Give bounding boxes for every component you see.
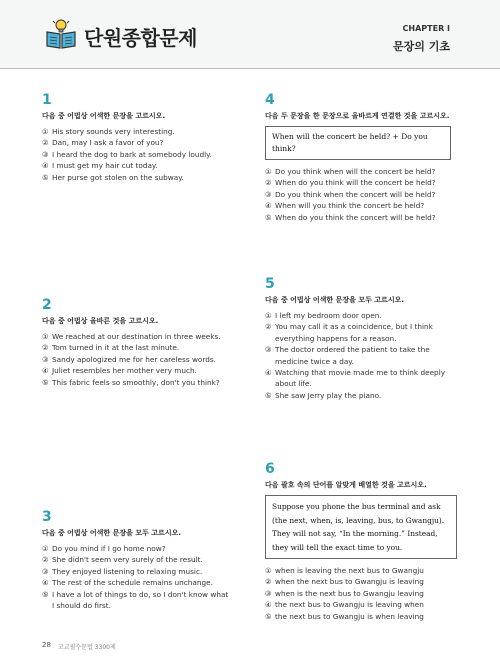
option-text: I must get my hair cut today.	[52, 161, 158, 171]
option-item[interactable]	[42, 566, 232, 577]
option-text: when the next bus to Gwangju is leaving	[275, 577, 424, 587]
question-1	[42, 92, 232, 183]
option-mark: ③	[42, 354, 49, 364]
question-instruction: 다음 중 어법상 어색한 문장을 고르시오.	[42, 112, 166, 120]
option-mark: ②	[265, 322, 272, 332]
option-text: Do you mind if I go home now?	[52, 544, 166, 553]
option-item[interactable]	[42, 331, 232, 342]
book-lightbulb-icon	[44, 18, 78, 50]
option-mark: ⑤	[265, 212, 272, 222]
question-instruction: 다음 중 어법상 어색한 문장을 모두 고르시오.	[265, 296, 404, 304]
option-text: His story sounds very interesting.	[52, 127, 175, 136]
option-text: I have a lot of things to do, so I don't know what I should do first.	[52, 589, 229, 611]
option-text: Her purse got stolen on the subway.	[52, 172, 184, 182]
option-item[interactable]	[265, 310, 455, 321]
option-item[interactable]	[265, 611, 455, 622]
option-item[interactable]	[265, 166, 455, 177]
question-5	[265, 276, 455, 401]
option-mark: ②	[42, 138, 49, 148]
option-text: Dan, may I ask a favor of you?	[52, 138, 164, 148]
option-item[interactable]	[42, 377, 232, 388]
option-mark: ④	[265, 368, 272, 378]
option-text: We reached at our destination in three weeks.	[52, 332, 221, 341]
option-text: She saw Jerry play the piano.	[275, 390, 382, 400]
question-number: 5	[265, 276, 275, 292]
option-text: This fabric feels so smoothly, don't you think?	[52, 377, 220, 387]
question-number: 2	[42, 297, 52, 313]
book-title: 고교필수문법 3300제	[58, 644, 116, 651]
question-number: 6	[265, 461, 275, 477]
option-item[interactable]	[42, 577, 232, 588]
option-list	[42, 331, 232, 388]
option-item[interactable]	[42, 365, 232, 376]
option-text: When do you think will the concert be held?	[275, 178, 436, 188]
option-text: Juliet resembles her mother very much.	[52, 366, 197, 376]
option-mark: ⑤	[265, 611, 272, 621]
option-text: She didn't seem very surely of the result.	[52, 555, 203, 565]
option-text: When do you think the concert will be held?	[275, 212, 436, 222]
option-mark: ①	[265, 566, 272, 575]
option-text: Watching that movie made me to think deeply about life.	[275, 368, 446, 389]
option-item[interactable]	[42, 137, 232, 148]
question-instruction: 다음 두 문장을 한 문장으로 올바르게 연결한 것을 고르시오.	[265, 112, 450, 120]
option-item[interactable]	[42, 149, 232, 160]
option-mark: ③	[42, 566, 49, 576]
option-text: when is leaving the next bus to Gwangju	[275, 566, 424, 575]
option-item[interactable]	[265, 321, 455, 344]
option-mark: ②	[42, 555, 49, 565]
option-text: Tom turned in it at the last minute.	[52, 343, 180, 353]
option-mark: ②	[265, 577, 272, 587]
option-item[interactable]	[265, 367, 455, 390]
option-item[interactable]	[265, 212, 455, 223]
page-title: 단원종합문제	[84, 26, 197, 50]
question-instruction: 다음 중 어법상 올바른 것을 고르시오.	[42, 317, 159, 325]
option-mark: ⑤	[42, 172, 49, 182]
option-text: You may call it as a coincidence, but I think everything happens for a reason.	[275, 322, 433, 343]
option-mark: ①	[42, 544, 49, 553]
option-mark: ①	[265, 167, 272, 176]
option-mark: ⑤	[42, 589, 49, 599]
option-text: I left my bedroom door open.	[275, 311, 382, 320]
option-item[interactable]	[265, 177, 455, 188]
question-instruction: 다음 중 어법상 어색한 문장을 모두 고르시오.	[42, 529, 181, 537]
option-mark: ③	[265, 345, 272, 355]
question-2	[42, 297, 232, 388]
option-item[interactable]	[42, 554, 232, 565]
question-4	[265, 92, 455, 223]
option-mark: ④	[265, 201, 272, 211]
option-list	[42, 126, 232, 183]
passage-box: Suppose you phone the bus terminal and ask (the next, when, is, leaving, bus, to Gwangju). They will not say, “In the morning.” Instead, they will tell the exact time to you.	[265, 495, 457, 559]
chapter-label: CHAPTER I	[402, 24, 450, 33]
question-instruction: 다음 괄호 속의 단어를 알맞게 배열한 것을 고르시오.	[265, 481, 427, 489]
option-text: Do you think when the concert will be held?	[275, 189, 436, 199]
option-text: Do you think when will the concert be held?	[275, 167, 436, 176]
option-mark: ④	[42, 578, 49, 588]
option-text: The rest of the schedule remains unchange.	[52, 578, 213, 588]
option-mark: ①	[42, 127, 49, 136]
option-mark: ④	[42, 366, 49, 376]
option-mark: ⑤	[42, 377, 49, 387]
given-sentence-box: When will the concert be held? + Do you think?	[265, 126, 451, 160]
question-number: 4	[265, 92, 275, 108]
option-mark: ③	[42, 149, 49, 159]
option-item[interactable]	[42, 342, 232, 353]
option-mark: ④	[265, 600, 272, 610]
option-text: They enjoyed listening to relaxing music.	[52, 566, 203, 576]
option-mark: ③	[265, 588, 272, 598]
option-item[interactable]	[42, 126, 232, 137]
option-text: when is the next bus to Gwangju leaving	[275, 588, 424, 598]
header-divider	[0, 68, 500, 69]
option-item[interactable]	[265, 344, 455, 367]
question-3	[42, 509, 232, 611]
option-item[interactable]	[265, 189, 455, 200]
option-mark: ⑤	[265, 390, 272, 400]
option-text: The doctor ordered the patient to take the medicine twice a day.	[275, 345, 430, 366]
option-mark: ③	[265, 189, 272, 199]
option-item[interactable]	[42, 589, 232, 612]
option-list	[265, 166, 455, 223]
page-number: 28	[42, 641, 51, 649]
question-number: 1	[42, 92, 52, 108]
option-mark: ②	[42, 343, 49, 353]
option-mark: ②	[265, 178, 272, 188]
option-mark: ①	[265, 311, 272, 320]
option-item[interactable]	[265, 565, 455, 576]
option-item[interactable]	[265, 599, 455, 610]
question-number: 3	[42, 509, 52, 525]
option-item[interactable]	[42, 354, 232, 365]
chapter-subtitle: 문장의 기초	[393, 40, 450, 53]
option-text: the next bus to Gwangju is when leaving	[275, 611, 424, 621]
question-6	[265, 461, 455, 622]
option-mark: ④	[42, 161, 49, 171]
option-text: I heard the dog to bark at somebody loudly.	[52, 149, 212, 159]
option-text: Sandy apologized me for her careless words.	[52, 354, 216, 364]
option-text: the next bus to Gwangju is leaving when	[275, 600, 424, 610]
option-list	[265, 310, 455, 401]
option-list	[42, 543, 232, 611]
option-item[interactable]	[265, 576, 455, 587]
option-item[interactable]	[265, 588, 455, 599]
option-list	[265, 565, 455, 622]
option-item[interactable]	[42, 160, 232, 171]
option-item[interactable]	[42, 543, 232, 554]
option-item[interactable]	[265, 200, 455, 211]
option-mark: ①	[42, 332, 49, 341]
option-item[interactable]	[42, 172, 232, 183]
option-text: When will you think the concert be held?	[275, 201, 425, 211]
option-item[interactable]	[265, 390, 455, 401]
